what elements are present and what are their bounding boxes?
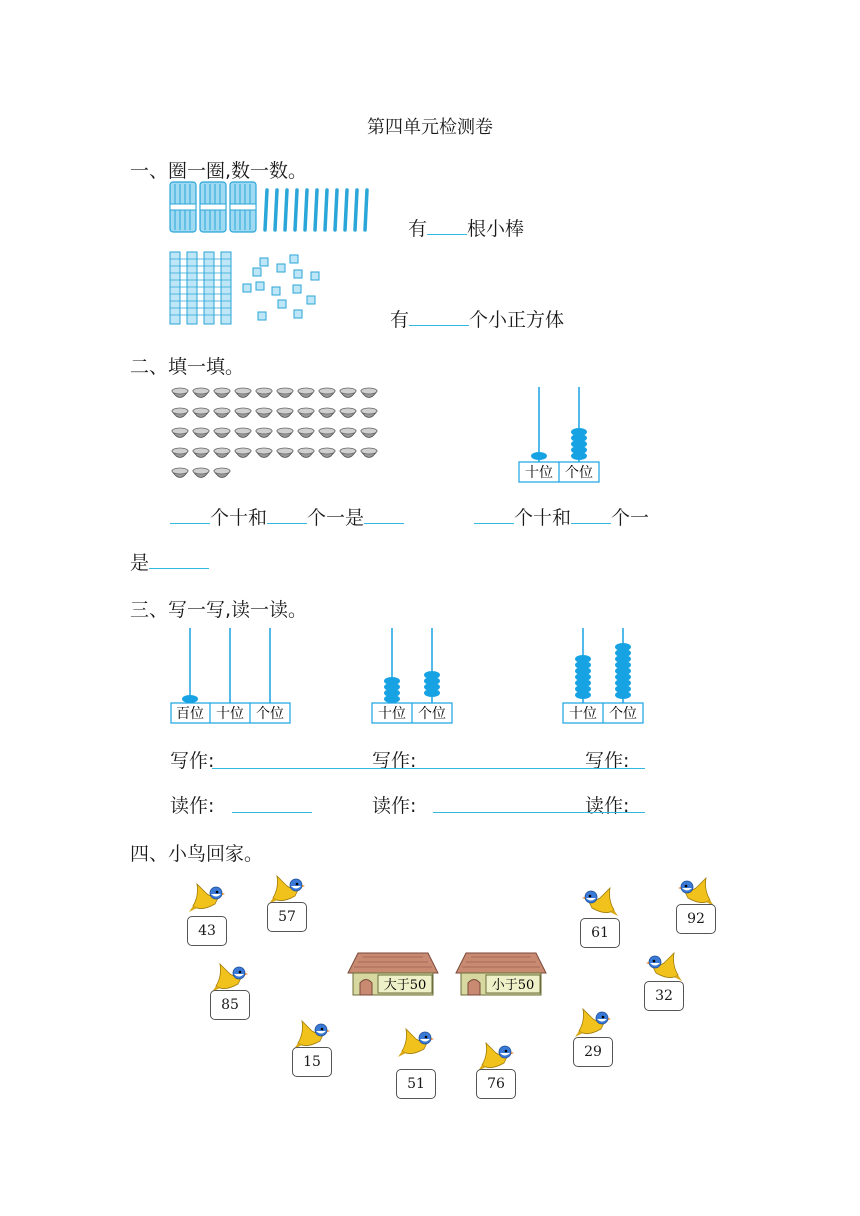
bowl-icon bbox=[277, 388, 293, 398]
ones-blank[interactable] bbox=[571, 505, 611, 524]
abacus-label: 百位 bbox=[176, 706, 204, 722]
tens-blank[interactable] bbox=[474, 505, 514, 524]
bird-number-card[interactable]: 61 bbox=[580, 918, 620, 948]
abacus-bead bbox=[531, 452, 547, 460]
bowl-icon bbox=[172, 428, 188, 438]
abacus-hundreds bbox=[170, 628, 292, 726]
abacus-44 bbox=[371, 628, 453, 726]
read-label-2: 读作: bbox=[372, 795, 417, 817]
ones-blank[interactable] bbox=[267, 505, 307, 524]
read-label-3: 读作: bbox=[585, 795, 630, 817]
bowl-icon bbox=[277, 428, 293, 438]
abacus-bead bbox=[182, 695, 198, 703]
text-fragment: 是 bbox=[130, 552, 150, 574]
sticks-answer-blank[interactable] bbox=[427, 216, 467, 235]
bowl-icon bbox=[193, 408, 209, 418]
bowl-icon bbox=[172, 448, 188, 458]
cubes-answer-blank[interactable] bbox=[409, 307, 469, 326]
bird-number-card[interactable]: 43 bbox=[187, 916, 227, 946]
bowl-icon bbox=[340, 388, 356, 398]
cubes-suffix: 个小正方体 bbox=[469, 309, 565, 331]
abacus-label-ones: 个位 bbox=[565, 465, 593, 481]
bowl-icon bbox=[235, 408, 251, 418]
bird-icon bbox=[189, 882, 225, 916]
bird-icon bbox=[575, 1007, 611, 1041]
bowl-icon bbox=[256, 408, 272, 418]
abacus-bead bbox=[615, 691, 631, 699]
bowl-icon bbox=[256, 448, 272, 458]
bowl-icon bbox=[340, 448, 356, 458]
bowl-icon bbox=[340, 428, 356, 438]
text-fragment: 个一是 bbox=[307, 507, 365, 529]
bird-number-card[interactable]: 51 bbox=[396, 1069, 436, 1099]
bowl-icon bbox=[256, 428, 272, 438]
house-less-than-50 bbox=[456, 951, 546, 997]
cubes-illustration bbox=[168, 250, 323, 326]
bird-icon bbox=[646, 951, 682, 985]
bowl-icon bbox=[235, 428, 251, 438]
abacus-tens-ones bbox=[518, 387, 600, 485]
bird-number-card[interactable]: 29 bbox=[573, 1037, 613, 1067]
abacus-label: 个位 bbox=[609, 706, 637, 722]
cubes-count-question bbox=[390, 305, 564, 332]
bowl-icon bbox=[214, 448, 230, 458]
bowl-icon bbox=[256, 388, 272, 398]
bowl-icon bbox=[298, 428, 314, 438]
text-fragment: 个一 bbox=[611, 507, 650, 529]
abacus-label: 十位 bbox=[378, 706, 406, 722]
bowl-icon bbox=[277, 408, 293, 418]
sticks-prefix: 有 bbox=[408, 218, 428, 240]
house-right-label: 小于50 bbox=[491, 978, 535, 993]
bowl-icon bbox=[319, 408, 335, 418]
bird-number-card[interactable]: 32 bbox=[644, 981, 684, 1011]
abacus-label: 十位 bbox=[569, 706, 597, 722]
abacus-label: 个位 bbox=[418, 706, 446, 722]
abacus-label: 十位 bbox=[216, 706, 244, 722]
stick-bundles-illustration bbox=[170, 182, 370, 234]
read-answer-line-1[interactable] bbox=[232, 812, 312, 813]
read-answer-line-2[interactable] bbox=[433, 812, 645, 813]
abacus-bead bbox=[384, 695, 400, 703]
abacus-bead bbox=[424, 689, 440, 697]
total-blank[interactable] bbox=[364, 505, 404, 524]
abacus-label-tens: 十位 bbox=[525, 465, 553, 481]
section-3-heading: 三、写一写,读一读。 bbox=[130, 599, 308, 621]
abacus-bead bbox=[571, 452, 587, 460]
abacus-bead bbox=[575, 691, 591, 699]
abacus-fill-question bbox=[474, 503, 649, 530]
bird-number-card[interactable]: 76 bbox=[476, 1069, 516, 1099]
total-blank[interactable] bbox=[149, 550, 209, 569]
bird-icon bbox=[398, 1027, 434, 1061]
read-label-1: 读作: bbox=[170, 795, 215, 817]
text-fragment: 个十和 bbox=[514, 507, 572, 529]
bowl-icon bbox=[319, 428, 335, 438]
bird-number-card[interactable]: 15 bbox=[292, 1047, 332, 1077]
bowl-icon bbox=[214, 408, 230, 418]
bowl-icon bbox=[361, 428, 377, 438]
bowl-icon bbox=[214, 428, 230, 438]
section-2-heading: 二、填一填。 bbox=[130, 356, 245, 378]
bird-number-card[interactable]: 92 bbox=[676, 904, 716, 934]
tens-blank[interactable] bbox=[170, 505, 210, 524]
bird-icon bbox=[582, 886, 618, 920]
sticks-count-question bbox=[408, 214, 524, 241]
bowl-icon bbox=[193, 448, 209, 458]
bowls-illustration bbox=[170, 386, 380, 486]
page-title: 第四单元检测卷 bbox=[367, 117, 493, 138]
abacus-fill-question-cont bbox=[130, 548, 209, 575]
bowl-icon bbox=[298, 408, 314, 418]
bowl-icon bbox=[361, 448, 377, 458]
house-greater-than-50 bbox=[348, 951, 438, 997]
bowl-icon bbox=[298, 388, 314, 398]
write-label-3: 写作: bbox=[585, 750, 630, 772]
house-left-label: 大于50 bbox=[383, 978, 427, 993]
write-label-1: 写作: bbox=[170, 750, 215, 772]
bowl-icon bbox=[235, 448, 251, 458]
bowl-icon bbox=[361, 388, 377, 398]
sticks-suffix: 根小棒 bbox=[467, 218, 525, 240]
bird-number-card[interactable]: 85 bbox=[210, 990, 250, 1020]
bowl-icon bbox=[193, 468, 209, 478]
text-fragment: 个十和 bbox=[210, 507, 268, 529]
bowl-icon bbox=[319, 448, 335, 458]
bowl-icon bbox=[172, 408, 188, 418]
abacus-label: 个位 bbox=[256, 706, 284, 722]
bowl-icon bbox=[340, 408, 356, 418]
write-label-2: 写作: bbox=[372, 750, 417, 772]
bowl-icon bbox=[319, 388, 335, 398]
bowl-icon bbox=[298, 448, 314, 458]
bowl-icon bbox=[172, 468, 188, 478]
bowl-icon bbox=[235, 388, 251, 398]
section-4-heading: 四、小鸟回家。 bbox=[130, 843, 264, 865]
bowl-icon bbox=[214, 388, 230, 398]
section-1-heading: 一、圈一圈,数一数。 bbox=[130, 160, 308, 182]
bird-number-card[interactable]: 57 bbox=[267, 902, 307, 932]
bowls-fill-question bbox=[170, 503, 404, 530]
bowl-icon bbox=[214, 468, 230, 478]
bowl-icon bbox=[277, 448, 293, 458]
bowl-icon bbox=[361, 408, 377, 418]
bowl-icon bbox=[172, 388, 188, 398]
cubes-prefix: 有 bbox=[390, 309, 410, 331]
abacus-79 bbox=[562, 628, 644, 726]
write-answer-line[interactable] bbox=[212, 768, 645, 769]
bowl-icon bbox=[193, 388, 209, 398]
bowl-icon bbox=[193, 428, 209, 438]
